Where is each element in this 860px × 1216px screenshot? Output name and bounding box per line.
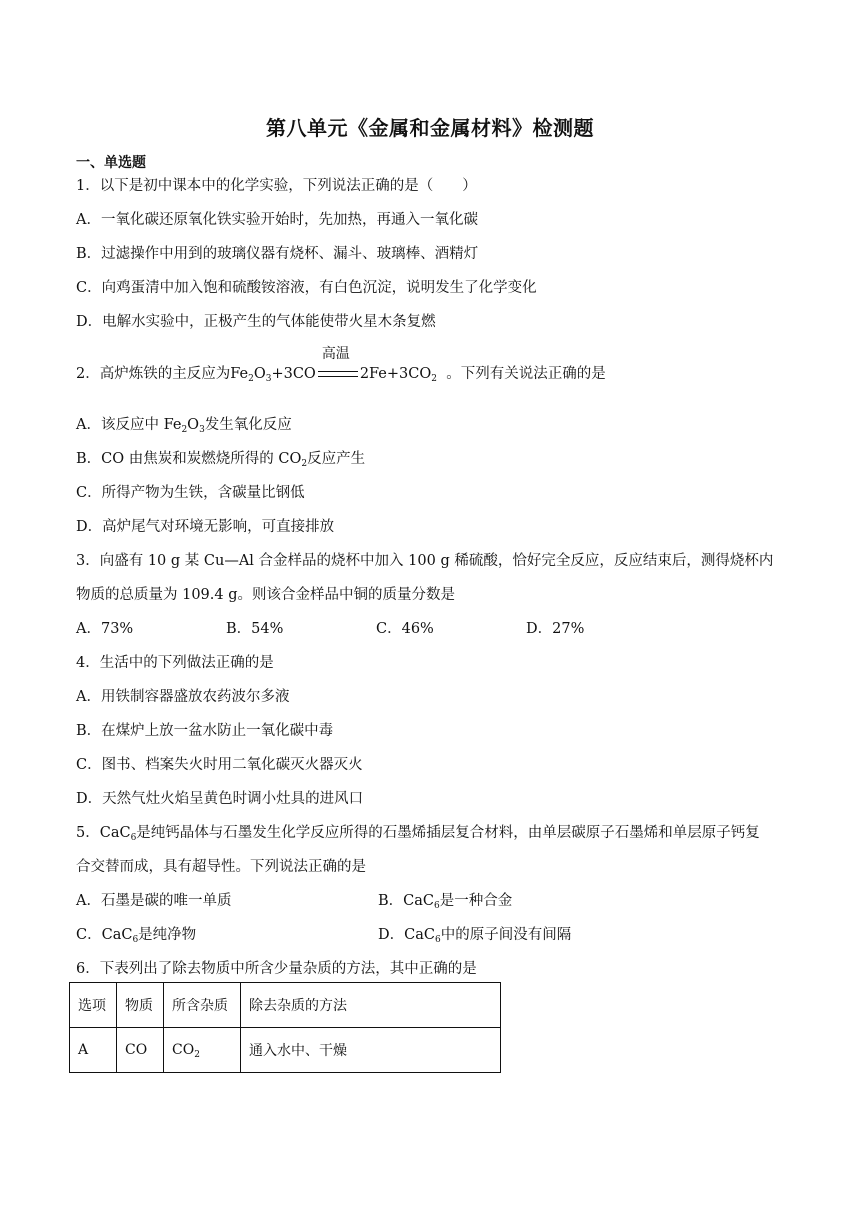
question-1-option-a: A．一氧化碳还原氧化铁实验开始时，先加热，再通入一氧化碳 — [76, 212, 478, 228]
question-5-option-a: A．石墨是碳的唯一单质 — [76, 893, 232, 909]
question-3-option-d: D．27% — [526, 621, 585, 637]
question-1-stem: 1．以下是初中课本中的化学实验，下列说法正确的是（ ） — [76, 178, 477, 194]
question-4-option-c: C．图书、档案失火时用二氧化碳灭火器灭火 — [76, 757, 363, 773]
question-4-option-a: A．用铁制容器盛放农药波尔多液 — [76, 689, 290, 705]
document-title: 第八单元《金属和金属材料》检测题 — [266, 116, 594, 140]
question-1-option-b: B．过滤操作中用到的玻璃仪器有烧杯、漏斗、玻璃棒、酒精灯 — [76, 246, 479, 262]
table-cell-substance: CO — [117, 1028, 164, 1073]
question-1-option-d: D．电解水实验中，正极产生的气体能使带火星木条复燃 — [76, 314, 436, 330]
question-6-stem: 6．下表列出了除去物质中所含少量杂质的方法，其中正确的是 — [76, 961, 477, 977]
section-heading: 一、单选题 — [76, 155, 146, 171]
table-cell-option: A — [70, 1028, 117, 1073]
question-4-stem: 4．生活中的下列做法正确的是 — [76, 655, 274, 671]
question-2-stem: 2．高炉炼铁的主反应为$Fe_2O_3+3CO$ 高温 $2Fe+3CO_2$ 。下列有关说法正确的是 — [76, 346, 606, 384]
question-5-stem-line1: 5．CaC$_6$是纯钙晶体与石墨发生化学反应所得的石墨烯插层复合材料，由单层碳原子石墨烯和单层原子钙复 — [76, 825, 760, 843]
question-5-option-b: B．CaC$_6$是一种合金 — [378, 893, 513, 911]
equals-sign — [318, 371, 358, 377]
question-3-option-a: A．73% — [76, 621, 134, 637]
question-4-option-d: D．天然气灶火焰呈黄色时调小灶具的进风口 — [76, 791, 364, 807]
table-header-cell: 物质 — [117, 983, 164, 1028]
question-3-stem-line1: 3．向盛有 10 g 某 Cu—Al 合金样品的烧杯中加入 100 g 稀硫酸，恰好完全反应，反应结束后，测得烧杯内 — [76, 553, 774, 569]
question-5-option-c: C．CaC$_6$是纯净物 — [76, 927, 197, 945]
question-5-options-row2 — [76, 925, 680, 945]
table-cell-method: 通入水中、干燥 — [241, 1028, 501, 1073]
question-1-option-c: C．向鸡蛋清中加入饱和硫酸铵溶液，有白色沉淀，说明发生了化学变化 — [76, 280, 537, 296]
table-header-cell: 选项 — [70, 983, 117, 1028]
table-row — [70, 1028, 501, 1073]
question-4-option-b: B．在煤炉上放一盆水防止一氧化碳中毒 — [76, 723, 334, 739]
table-header-row — [70, 983, 501, 1028]
question-3-options — [76, 619, 676, 639]
table-header-cell: 除去杂质的方法 — [241, 983, 501, 1028]
question-2-option-c: C．所得产物为生铁，含碳量比钢低 — [76, 485, 305, 501]
question-2-option-a: A．该反应中 $Fe_2O_3$发生氧化反应 — [76, 417, 292, 435]
question-5-options-row1 — [76, 891, 680, 911]
question-5-stem-line2: 合交替而成，具有超导性。下列说法正确的是 — [76, 859, 366, 875]
question-3-stem-line2: 物质的总质量为 109.4 g。则该合金样品中铜的质量分数是 — [76, 587, 456, 603]
impurity-table — [69, 982, 501, 1073]
table-cell-impurity: $CO_2$ — [164, 1028, 241, 1073]
reaction-condition: 高温 — [318, 364, 358, 384]
table-header-cell: 所含杂质 — [164, 983, 241, 1028]
question-3-option-b: B．54% — [226, 621, 284, 637]
question-2-option-d: D．高炉尾气对环境无影响，可直接排放 — [76, 519, 335, 535]
question-5-option-d: D．CaC$_6$中的原子间没有间隔 — [378, 927, 572, 945]
question-3-option-c: C．46% — [376, 621, 434, 637]
question-2-option-b: B．CO 由焦炭和炭燃烧所得的 $CO_2$反应产生 — [76, 451, 366, 469]
